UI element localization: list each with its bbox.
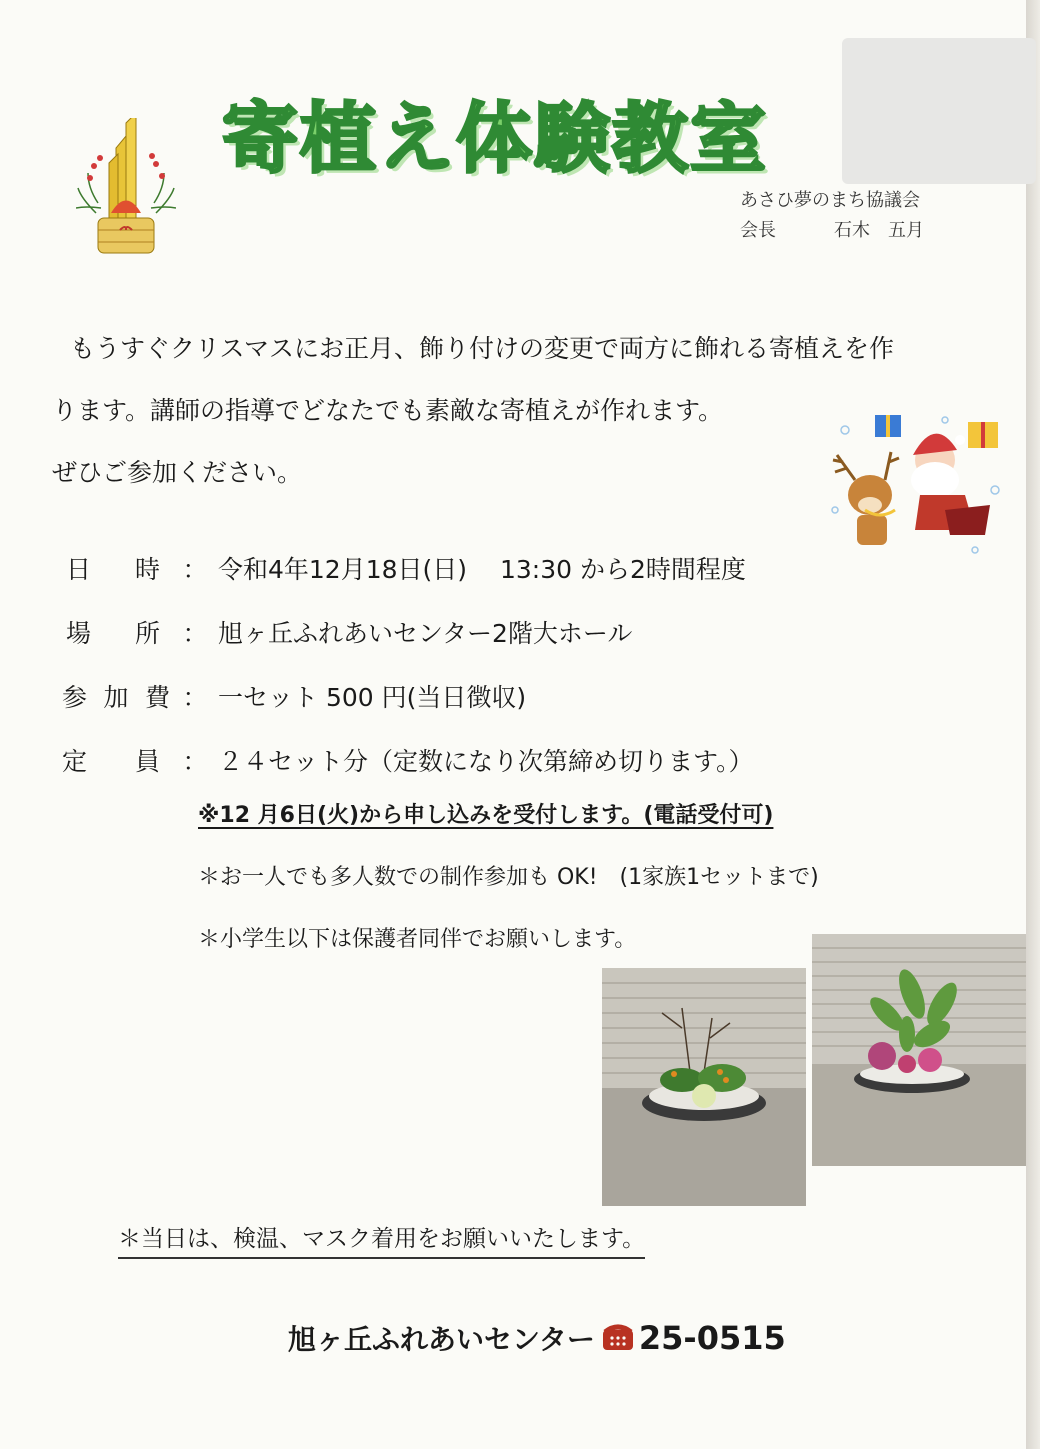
organizer-name: あさひ夢のまち協議会 bbox=[740, 190, 920, 211]
detail-label: 日 時 bbox=[66, 555, 160, 584]
arrangement-photo-2 bbox=[812, 934, 1026, 1166]
detail-label: 定 員 bbox=[62, 747, 160, 776]
santa-reindeer-illustration bbox=[825, 410, 1010, 560]
paper-edge bbox=[1026, 0, 1040, 1449]
footer-contact bbox=[288, 1318, 786, 1358]
telephone-icon bbox=[601, 1324, 635, 1352]
intro-line-3: ぜひご参加ください。 bbox=[52, 458, 303, 487]
notes-block bbox=[198, 796, 819, 960]
detail-row-datetime: 日 時 ： 令和4年12月18日(日) 13:30 から2時間程度 bbox=[62, 536, 754, 600]
phone-number[interactable]: 25-0515 bbox=[638, 1319, 786, 1357]
redacted-area bbox=[842, 38, 1036, 184]
detail-row-place: 場 所 ： 旭ヶ丘ふれあいセンター2階大ホール bbox=[62, 600, 754, 664]
detail-row-fee: 参 加 費 ： 一セット 500 円(当日徴収) bbox=[62, 664, 754, 728]
organizer-block bbox=[740, 186, 924, 246]
detail-row-capacity: 定 員 ： ２４セット分（定数になり次第締め切ります。） bbox=[62, 728, 754, 792]
health-caution: ＊当日は、検温、マスク着用をお願いいたします。 bbox=[118, 1220, 645, 1259]
organizer-signature bbox=[740, 216, 924, 246]
arrangement-photo-1 bbox=[602, 968, 806, 1206]
detail-label: 場 所 bbox=[66, 619, 160, 648]
reservation-note: ※12 月6日(火)から申し込みを受付します。(電話受付可) bbox=[198, 803, 774, 828]
organizer-role: 会長 bbox=[740, 220, 776, 241]
organizer-person: 石木 五月 bbox=[834, 220, 924, 241]
intro-line-1: もうすぐクリスマスにお正月、飾り付けの変更で両方に飾れる寄植えを作 bbox=[70, 334, 895, 363]
detail-value: 旭ヶ丘ふれあいセンター2階大ホール bbox=[218, 619, 633, 648]
page-title: 寄植え体験教室 bbox=[222, 94, 768, 183]
kadomatsu-illustration bbox=[76, 118, 176, 263]
children-note: ＊小学生以下は保護者同伴でお願いします。 bbox=[198, 927, 637, 952]
detail-value: 一セット 500 円(当日徴収) bbox=[218, 683, 527, 712]
event-details bbox=[62, 536, 754, 792]
detail-value: ２４セット分（定数になり次第締め切ります。） bbox=[218, 747, 754, 776]
intro-line-2: ります。講師の指導でどなたでも素敵な寄植えが作れます。 bbox=[52, 396, 724, 425]
detail-label: 参 加 費 bbox=[62, 683, 170, 712]
center-name: 旭ヶ丘ふれあいセンター bbox=[288, 1323, 595, 1356]
detail-value: 令和4年12月18日(日) 13:30 から2時間程度 bbox=[218, 555, 746, 584]
participation-note: ＊お一人でも多人数での制作参加も OK! (1家族1セットまで) bbox=[198, 865, 819, 890]
